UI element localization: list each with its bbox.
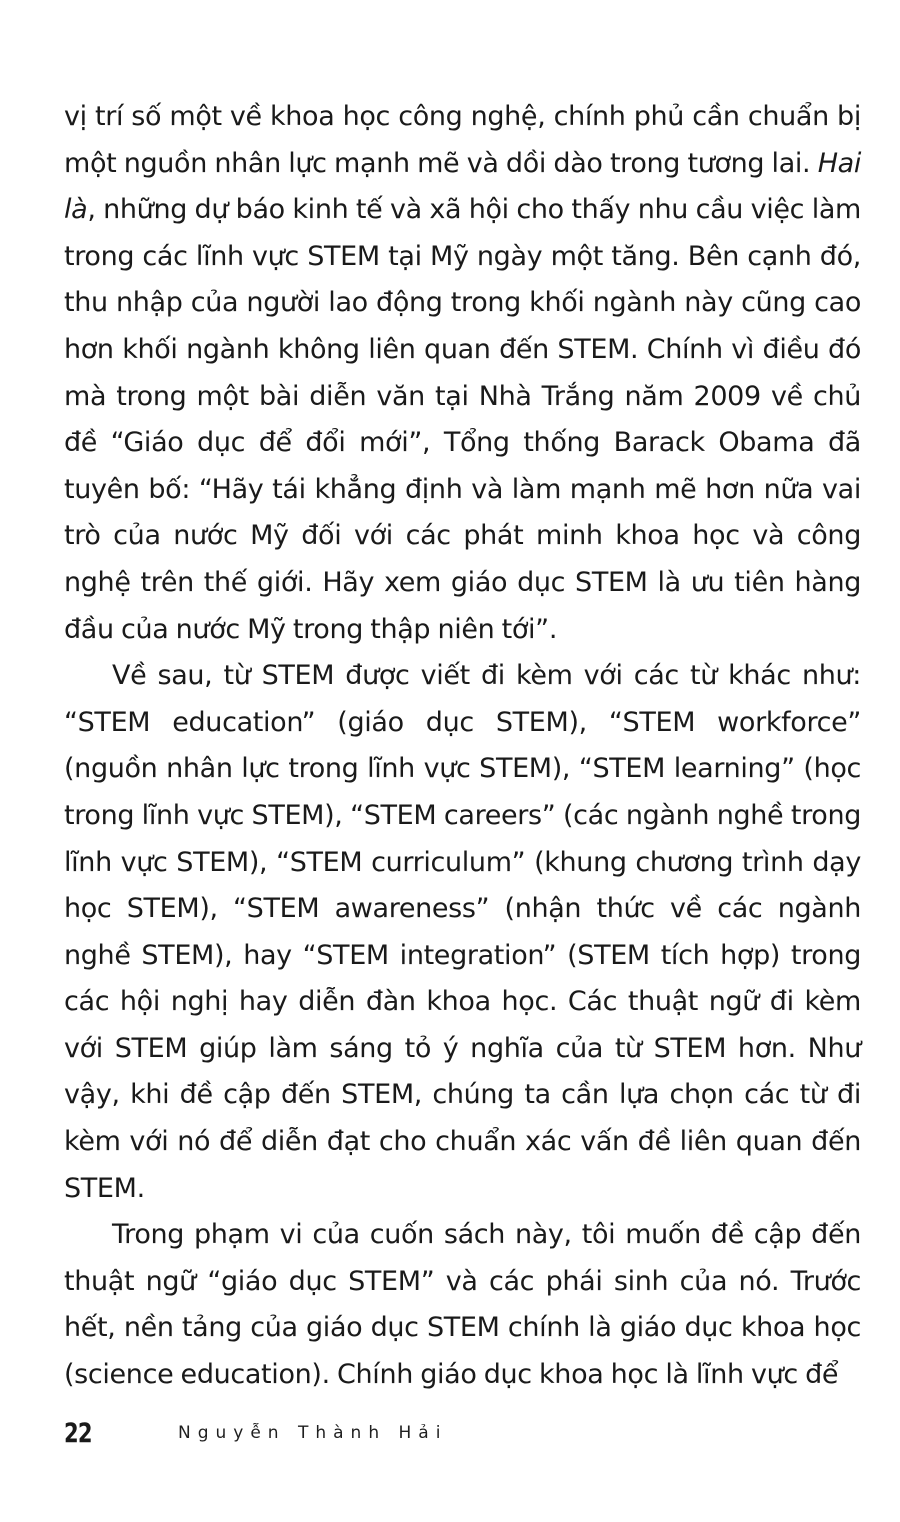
paragraph-2: Về sau, từ STEM được viết đi kèm với các từ khác như: “STEM education” (giáo dục STEM), “STEM workforce” (nguồn nhân lực trong lĩnh vực STEM), “STEM learning” (học trong lĩnh vực STEM), “STEM careers” (các ngành nghề trong lĩnh vực STEM), “STEM curriculum” (khung chương trình dạy học STEM), “STEM awareness” (nhận thức về các ngành nghề STEM), hay “STEM integration” (STEM tích hợp) trong các hội nghị hay diễn đàn khoa học. Các thuật ngữ đi kèm với STEM giúp làm sáng tỏ ý nghĩa của từ STEM hơn. Như vậy, khi đề cập đến STEM, chúng ta cần lựa chọn các từ đi kèm với nó để diễn đạt cho chuẩn xác vấn đề liên quan đến STEM. xyxy=(64,660,861,1204)
paragraph-1 xyxy=(64,94,861,653)
page-number: 22 xyxy=(64,1417,92,1449)
paragraph-1-text-a: vị trí số một về khoa học công nghệ, chính phủ cần chuẩn bị một nguồn nhân lực mạnh mẽ và dồi dào trong tương lai. xyxy=(64,101,861,179)
paragraph-1-text-b: , những dự báo kinh tế và xã hội cho thấy nhu cầu việc làm trong các lĩnh vực STEM tại Mỹ ngày một tăng. Bên cạnh đó, thu nhập của người lao động trong khối ngành này cũng cao hơn khối ngành không liên quan đến STEM. Chính vì điều đó mà trong một bài diễn văn tại Nhà Trắng năm 2009 về chủ đề “Giáo dục để đổi mới”, Tổng thống Barack Obama đã tuyên bố: “Hãy tái khẳng định và làm mạnh mẽ hơn nữa vai trò của nước Mỹ đối với các phát minh khoa học và công nghệ trên thế giới. Hãy xem giáo dục STEM là ưu tiên hàng đầu của nước Mỹ trong thập niên tới”. xyxy=(64,194,861,645)
paragraph-3: Trong phạm vi của cuốn sách này, tôi muốn đề cập đến thuật ngữ “giáo dục STEM” và các phái sinh của nó. Trước hết, nền tảng của giáo dục STEM chính là giáo dục khoa học (science education). Chính giáo dục khoa học là lĩnh vực để xyxy=(64,1219,861,1391)
paragraph-1-italic: Hai là xyxy=(64,147,861,226)
author-running-head: Nguyễn Thành Hải xyxy=(178,1423,448,1443)
page-footer xyxy=(64,1408,447,1458)
page-body xyxy=(64,94,861,1399)
